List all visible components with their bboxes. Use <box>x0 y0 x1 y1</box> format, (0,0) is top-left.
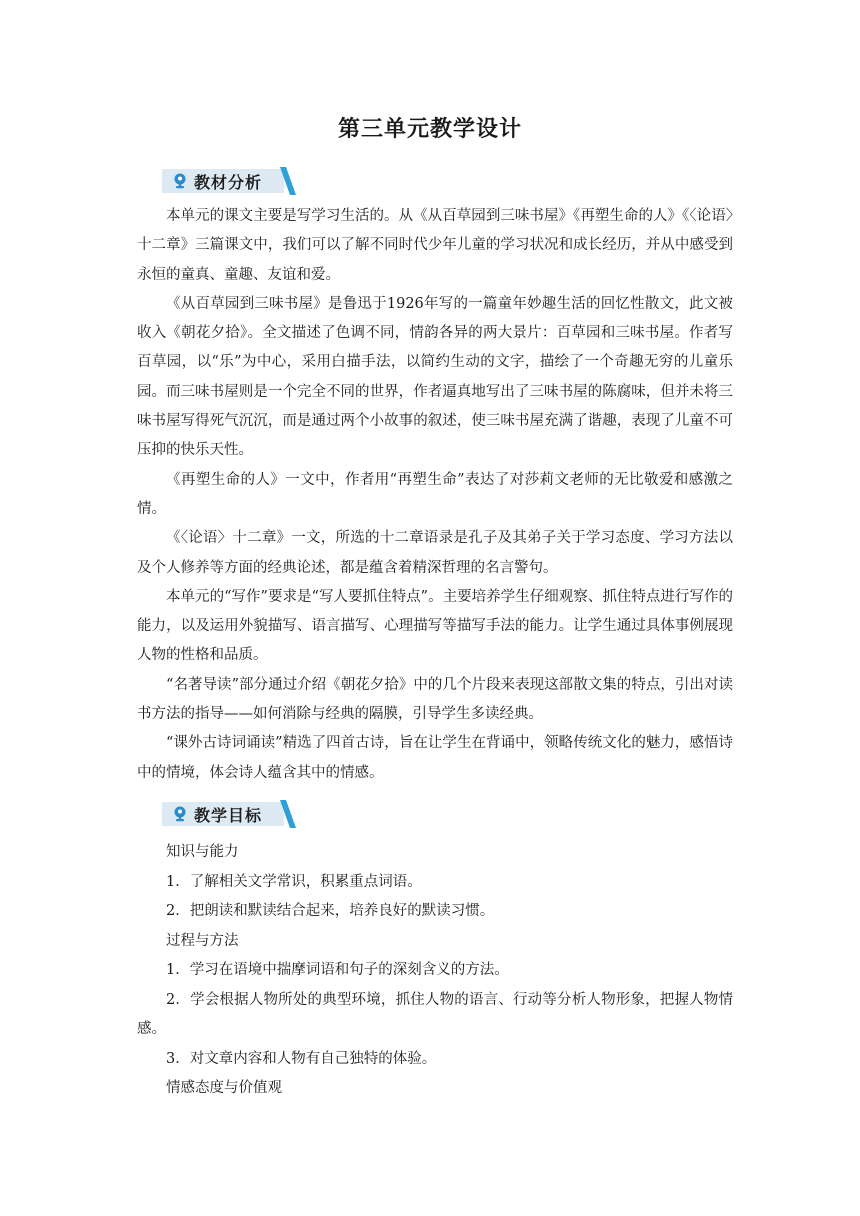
paragraph: 《从百草园到三味书屋》是鲁迅于1926年写的一篇童年妙趣生活的回忆性散文，此文被收入《朝花夕拾》。全文描述了色调不同，情韵各异的两大景片：百草园和三味书屋。作者写百草园，以“乐”为中心，采用白描手法，以简约生动的文字，描绘了一个奇趣无穷的儿童乐园。而三味书屋则是一个完全不同的世界，作者逼真地写出了三味书屋的陈腐味，但并未将三味书屋写得死气沉沉，而是通过两个小故事的叙述，使三味书屋充满了谐趣，表现了儿童不可压抑的快乐天性。 <box>137 295 733 459</box>
page-title: 第三单元教学设计 <box>337 117 522 142</box>
paragraph: 《再塑生命的人》一文中，作者用“再塑生命”表达了对莎莉文老师的无比敬爱和感激之情。 <box>137 471 733 517</box>
list-item: 2．学会根据人物所处的典型环境，抓住人物的语言、行动等分析人物形象，把握人物情感。 <box>137 991 733 1037</box>
list-item: 2．把朗读和默读结合起来，培养良好的默读习惯。 <box>166 903 495 919</box>
trophy-icon <box>171 172 189 190</box>
list-item: 1．了解相关文学常识，积累重点词语。 <box>166 873 422 890</box>
paragraph: “课外古诗词诵读”精选了四首古诗，旨在让学生在背诵中，领略传统文化的魅力，感悟诗中的情境，体会诗人蕴含其中的情感。 <box>137 735 733 781</box>
analysis-body <box>137 202 733 788</box>
objectives-body <box>137 838 733 1104</box>
subheading: 知识与能力 <box>166 844 239 860</box>
section-badge-analysis <box>162 167 296 195</box>
subheading: 过程与方法 <box>166 932 239 949</box>
section-label: 教学目标 <box>194 806 263 825</box>
paragraph: 本单元的课文主要是写学习生活的。从《从百草园到三味书屋》《再塑生命的人》《〈论语〉十二章》三篇课文中，我们可以了解不同时代少年儿童的学习状况和成长经历，并从中感受到永恒的童真、童趣、友谊和爱。 <box>137 208 733 283</box>
paragraph: “名著导读”部分通过介绍《朝花夕拾》中的几个片段来表现这部散文集的特点，引出对读书方法的指导——如何消除与经典的隔膜，引导学生多读经典。 <box>137 676 733 723</box>
trophy-icon <box>171 805 189 823</box>
list-item: 3．对文章内容和人物有自己独特的体验。 <box>166 1050 437 1067</box>
subheading: 情感态度与价值观 <box>166 1080 282 1096</box>
section-badge-objectives <box>162 800 296 828</box>
section-label: 教材分析 <box>194 173 263 192</box>
list-item: 1．学习在语境中揣摩词语和句子的深刻含义的方法。 <box>166 962 509 978</box>
paragraph: 《〈论语〉十二章》一文，所选的十二章语录是孔子及其弟子关于学习态度、学习方法以及个人修养等方面的经典论述，都是蕴含着精深哲理的名言警句。 <box>137 530 733 576</box>
paragraph: 本单元的“写作”要求是“写人要抓住特点”。主要培养学生仔细观察、抓住特点进行写作的能力，以及运用外貌描写、语言描写、心理描写等描写手法的能力。让学生通过具体事例展现人物的性格和品质。 <box>137 588 733 664</box>
